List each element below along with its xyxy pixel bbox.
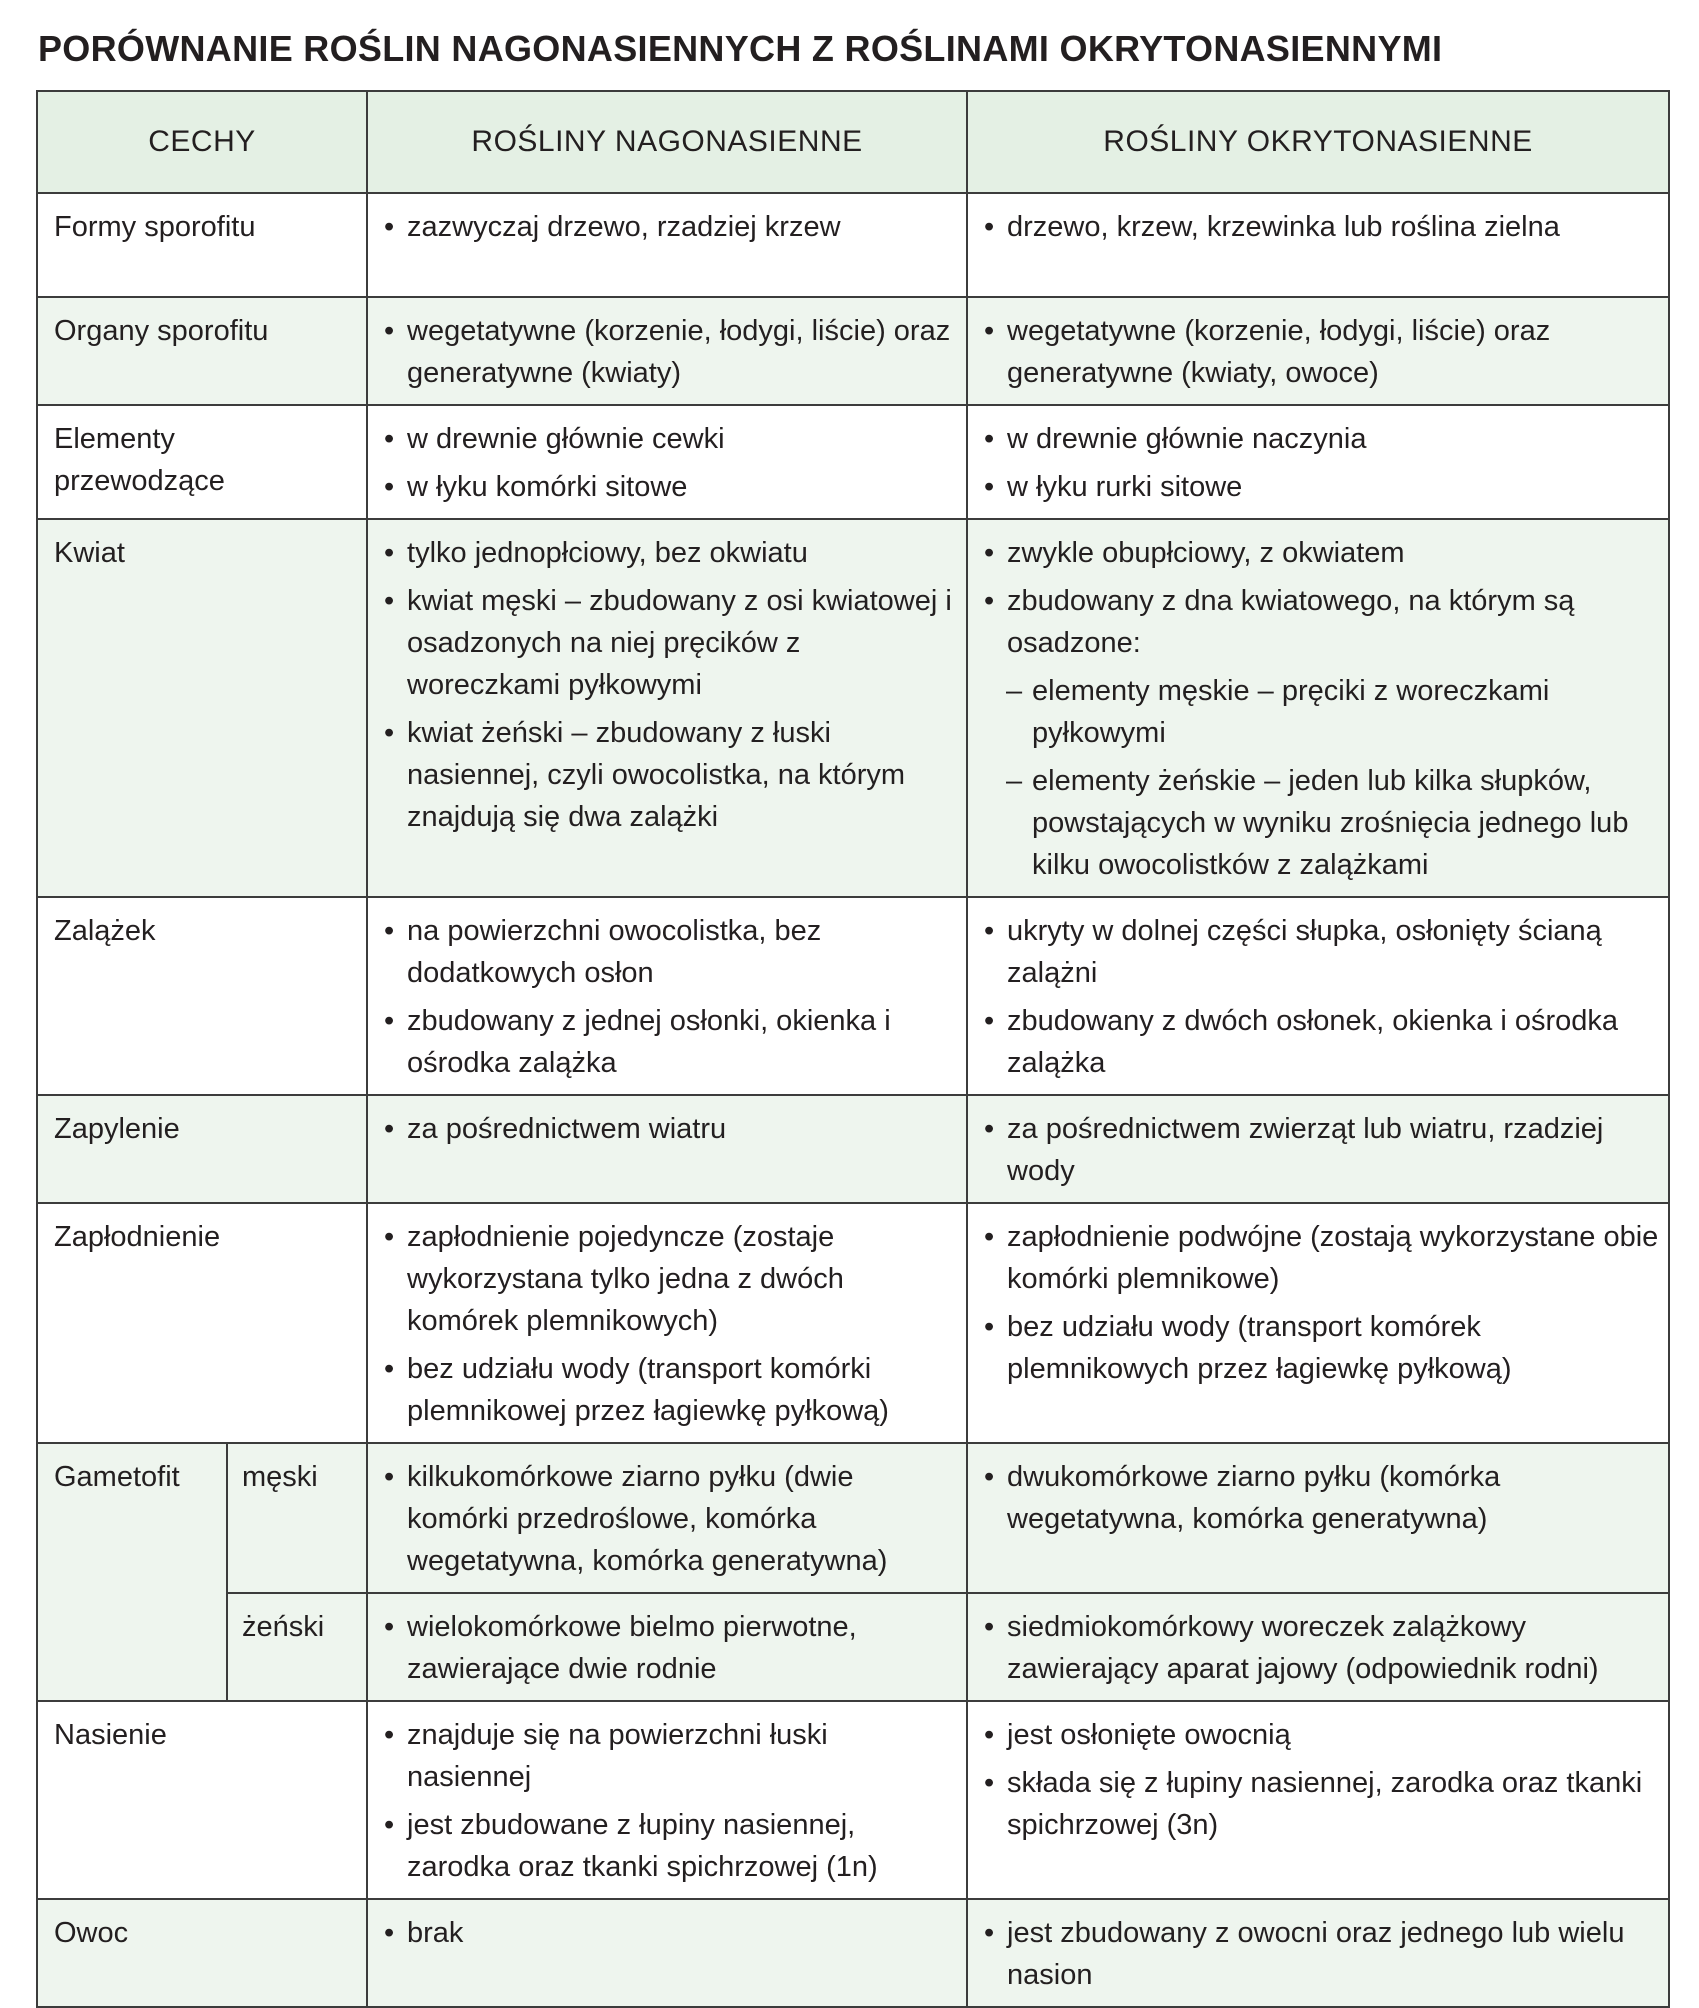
angiosperm-cell (967, 1701, 1669, 1899)
row-label: Zalążek (37, 897, 367, 1095)
bullet-item: • wegetatywne (korzenie, łodygi, liście) oraz generatywne (kwiaty, owoce) (982, 310, 1660, 394)
gymnosperm-cell (367, 1203, 967, 1443)
bullet-item: • jest osłonięte owocnią (982, 1714, 1660, 1756)
angiosperm-cell (967, 1593, 1669, 1701)
row-label: Nasienie (37, 1701, 367, 1899)
table-row (37, 1701, 1669, 1899)
gymnosperm-cell (367, 897, 967, 1095)
bullet-item: • brak (382, 1912, 958, 1954)
table-row (37, 897, 1669, 1095)
angiosperm-cell (967, 1899, 1669, 2007)
angiosperm-cell (967, 193, 1669, 297)
bullet-item: • dwukomórkowe ziarno pyłku (komórka wegetatywna, komórka generatywna) (982, 1456, 1660, 1540)
row-label: Zapłodnienie (37, 1203, 367, 1443)
gymnosperm-cell (367, 405, 967, 519)
table-row (37, 1899, 1669, 2007)
bullet-item: • drzewo, krzew, krzewinka lub roślina zielna (982, 206, 1660, 248)
row-label: Owoc (37, 1899, 367, 2007)
gymnosperm-cell (367, 1899, 967, 2007)
bullet-item: • ukryty w dolnej części słupka, osłonięty ścianą zalążni (982, 910, 1660, 994)
table-row (37, 1095, 1669, 1203)
bullet-item: • jest zbudowany z owocni oraz jednego lub wielu nasion (982, 1912, 1660, 1996)
bullet-item: • za pośrednictwem wiatru (382, 1108, 958, 1150)
bullet-item: • zapłodnienie pojedyncze (zostaje wykorzystana tylko jedna z dwóch komórek plemnikowych) (382, 1216, 958, 1342)
comparison-table (36, 90, 1670, 2008)
row-label: Gametofit (37, 1443, 227, 1701)
bullet-item: • na powierzchni owocolistka, bez dodatkowych osłon (382, 910, 958, 994)
table-row (37, 519, 1669, 897)
gymnosperm-cell (367, 193, 967, 297)
angiosperm-cell (967, 1203, 1669, 1443)
bullet-item: • tylko jednopłciowy, bez okwiatu (382, 532, 958, 574)
row-label: Zapylenie (37, 1095, 367, 1203)
angiosperm-cell (967, 897, 1669, 1095)
row-label: Formy sporofitu (37, 193, 367, 297)
bullet-item: • bez udziału wody (transport komórki plemnikowej przez łagiewkę pyłkową) (382, 1348, 958, 1432)
bullet-item: • wegetatywne (korzenie, łodygi, liście) oraz generatywne (kwiaty) (382, 310, 958, 394)
table-row (37, 297, 1669, 405)
row-sublabel: żeński (227, 1593, 367, 1701)
header-gymnosperms: ROŚLINY NAGONASIENNE (367, 91, 967, 193)
bullet-item: • składa się z łupiny nasiennej, zarodka oraz tkanki spichrzowej (3n) (982, 1762, 1660, 1846)
bullet-item: • bez udziału wody (transport komórek plemnikowych przez łagiewkę pyłkową) (982, 1306, 1660, 1390)
bullet-item: • zbudowany z dna kwiatowego, na którym są osadzone: (982, 580, 1660, 664)
row-label: Elementy przewodzące (37, 405, 367, 519)
gymnosperm-cell (367, 297, 967, 405)
angiosperm-cell (967, 297, 1669, 405)
bullet-item: • za pośrednictwem zwierząt lub wiatru, rzadziej wody (982, 1108, 1660, 1192)
angiosperm-cell (967, 519, 1669, 897)
bullet-item: • w łyku rurki sitowe (982, 466, 1660, 508)
angiosperm-cell (967, 405, 1669, 519)
bullet-item: • zapłodnienie podwójne (zostają wykorzystane obie komórki plemnikowe) (982, 1216, 1660, 1300)
bullet-item: • w drewnie głównie cewki (382, 418, 958, 460)
bullet-item: • kwiat żeński – zbudowany z łuski nasiennej, czyli owocolistka, na którym znajdują się dwa zalążki (382, 712, 958, 838)
bullet-item: • znajduje się na powierzchni łuski nasiennej (382, 1714, 958, 1798)
header-angiosperms: ROŚLINY OKRYTONASIENNE (967, 91, 1669, 193)
row-sublabel: męski (227, 1443, 367, 1593)
angiosperm-cell (967, 1095, 1669, 1203)
bullet-item: • zbudowany z jednej osłonki, okienka i ośrodka zalążka (382, 1000, 958, 1084)
bullet-item: • siedmiokomórkowy woreczek zalążkowy zawierający aparat jajowy (odpowiednik rodni) (982, 1606, 1660, 1690)
table-row (37, 1593, 1669, 1701)
gymnosperm-cell (367, 1593, 967, 1701)
bullet-item: • wielokomórkowe bielmo pierwotne, zawierające dwie rodnie (382, 1606, 958, 1690)
table-row (37, 1443, 1669, 1593)
bullet-item: • zwykle obupłciowy, z okwiatem (982, 532, 1660, 574)
angiosperm-cell (967, 1443, 1669, 1593)
gymnosperm-cell (367, 519, 967, 897)
gymnosperm-cell (367, 1443, 967, 1593)
bullet-item: • zazwyczaj drzewo, rzadziej krzew (382, 206, 958, 248)
gymnosperm-cell (367, 1701, 967, 1899)
row-label: Organy sporofitu (37, 297, 367, 405)
bullet-item: • kwiat męski – zbudowany z osi kwiatowej i osadzonych na niej pręcików z woreczkami pyłkowymi (382, 580, 958, 706)
bullet-item: • jest zbudowane z łupiny nasiennej, zarodka oraz tkanki spichrzowej (1n) (382, 1804, 958, 1888)
page-title: PORÓWNANIE ROŚLIN NAGONASIENNYCH Z ROŚLINAMI OKRYTONASIENNYMI (38, 28, 1443, 69)
table-row (37, 1203, 1669, 1443)
table-row (37, 193, 1669, 297)
row-label: Kwiat (37, 519, 367, 897)
header-row (37, 91, 1669, 193)
bullet-item: • zbudowany z dwóch osłonek, okienka i ośrodka zalążka (982, 1000, 1660, 1084)
gymnosperm-cell (367, 1095, 967, 1203)
dash-item: – elementy męskie – pręciki z woreczkami pyłkowymi (982, 670, 1660, 754)
table-row (37, 405, 1669, 519)
dash-item: – elementy żeńskie – jeden lub kilka słupków, powstających w wyniku zrośnięcia jednego lub kilku owocolistków z zalążkami (982, 760, 1660, 886)
bullet-item: • w drewnie głównie naczynia (982, 418, 1660, 460)
bullet-item: • kilkukomórkowe ziarno pyłku (dwie komórki przedroślowe, komórka wegetatywna, komórka generatywna) (382, 1456, 958, 1582)
header-features: CECHY (37, 91, 367, 193)
bullet-item: • w łyku komórki sitowe (382, 466, 958, 508)
